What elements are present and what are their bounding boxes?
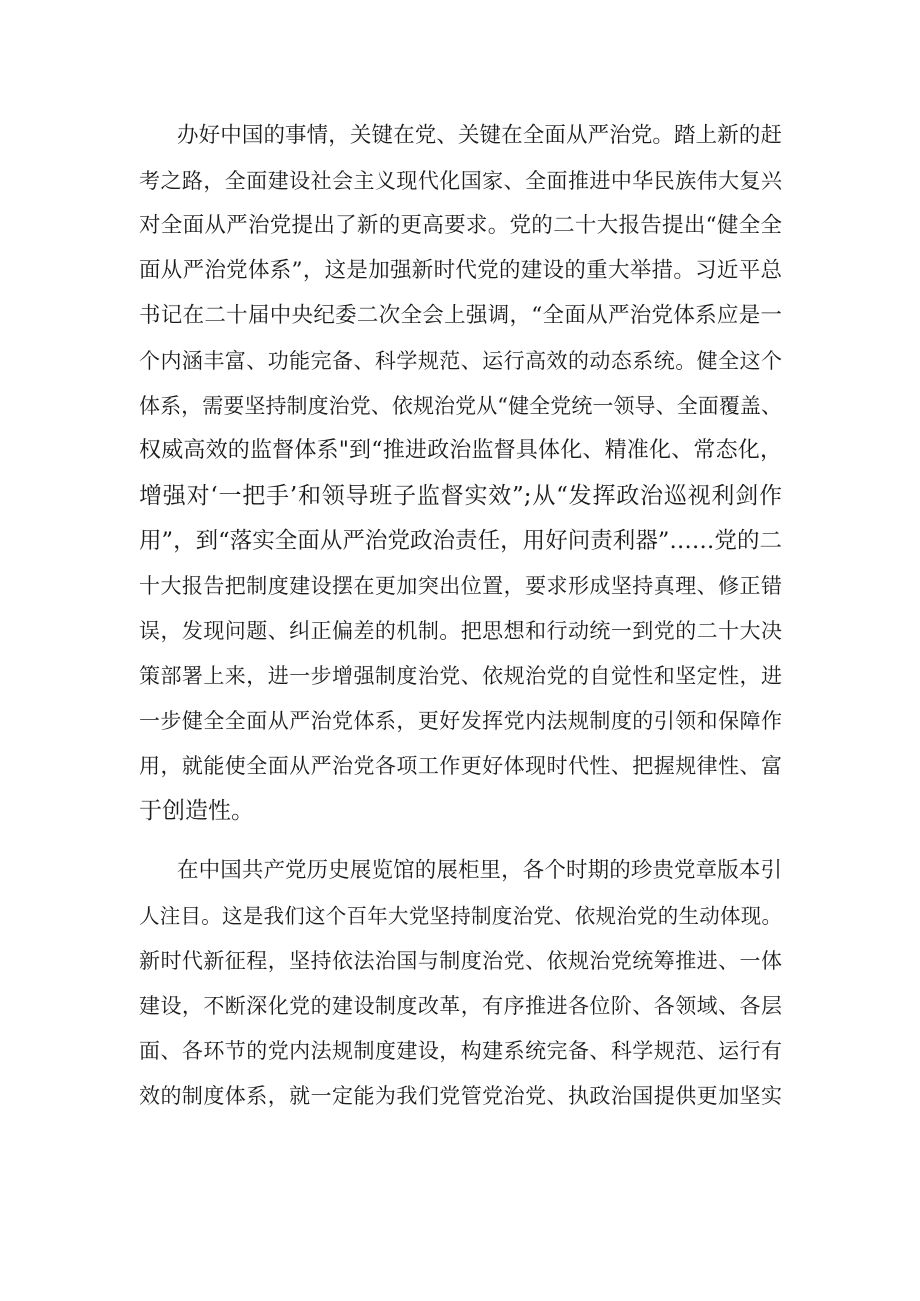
text-line: 策部署上来，进一步增强制度治党、依规治党的自觉性和坚定性，进 [139,664,782,688]
text-line: 办好中国的事情，关键在党、关键在全面从严治党。踏上新的赶 [177,123,782,148]
text-line: 人注目。这是我们这个百年大党坚持制度治党、依规治党的生动体现。 [139,904,782,928]
text-line: 十大报告把制度建设摆在更加突出位置，要求形成坚持真理、修正错 [139,574,782,598]
text-line: 用”，到“落实全面从严治党政治责任，用好问责利器”……党的二 [139,528,782,554]
text-line: 增强对‘一把手’和领导班子监督实效”;从“发挥政治巡视利剑作 [139,483,782,509]
text-line: 一步健全全面从严治党体系，更好发挥党内法规制度的引领和保障作 [139,709,782,733]
text-line: 权威高效的监督体系"到“推进政治监督具体化、精准化、常态化， [139,438,782,463]
text-line: 于创造性。 [139,798,254,824]
text-line: 新时代新征程，坚持依法治国与制度治党、依规治党统筹推进、一体 [139,949,782,973]
text-line: 个内涵丰富、功能完备、科学规范、运行高效的动态系统。健全这个 [139,349,782,373]
text-line: 面从严治党体系”，这是加强新时代党的建设的重大举措。习近平总 [139,258,782,283]
text-line: 考之路，全面建设社会主义现代化国家、全面推进中华民族伟大复兴 [139,169,782,193]
text-line: 效的制度体系，就一定能为我们党管党治党、执政治国提供更加坚实 [139,1084,782,1108]
text-line: 误，发现问题、纠正偏差的机制。把思想和行动统一到党的二十大决 [139,619,782,643]
text-line: 体系，需要坚持制度治党、依规治党从“健全党统一领导、全面覆盖、 [139,394,782,418]
text-line: 在中国共产党历史展览馆的展柜里，各个时期的珍贵党章版本引 [177,858,782,883]
text-line: 面、各环节的党内法规制度建设，构建系统完备、科学规范、运行有 [139,1039,782,1063]
text-line: 建设，不断深化党的建设制度改革，有序推进各位阶、各领域、各层 [139,994,782,1018]
text-line: 用，就能使全面从严治党各项工作更好体现时代性、把握规律性、富 [139,754,782,778]
text-line: 书记在二十届中央纪委二次全会上强调，“全面从严治党体系应是一 [139,303,782,328]
text-line: 对全面从严治党提出了新的更高要求。党的二十大报告提出“健全全 [139,213,782,238]
